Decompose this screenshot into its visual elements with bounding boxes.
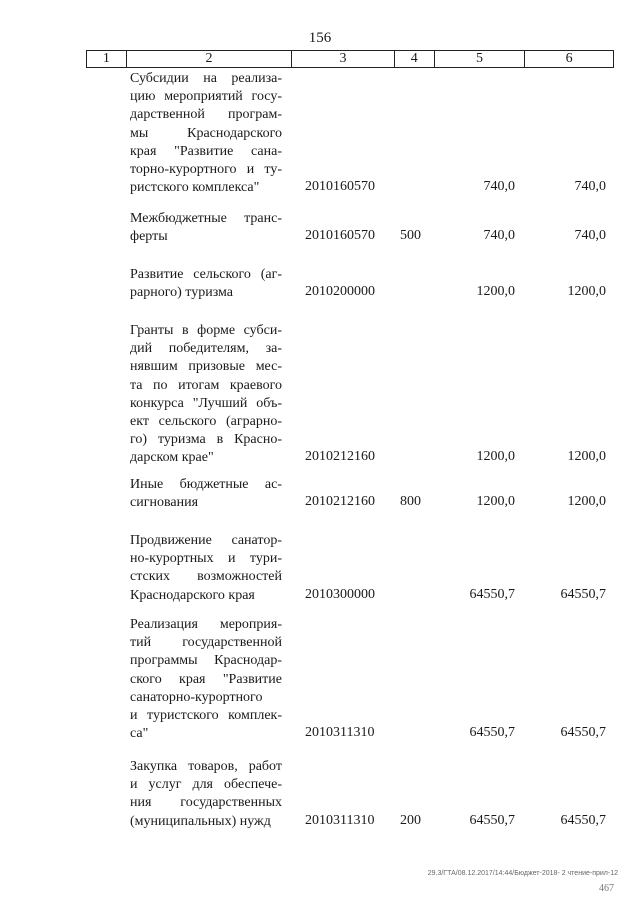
- description-line: го) туризма в Красно-: [130, 432, 282, 448]
- header-col-2: 2: [127, 51, 292, 67]
- row-amount-2019: 64550,7: [560, 725, 606, 741]
- row-description: [130, 532, 282, 605]
- row-description: [130, 616, 282, 743]
- description-line: стских возможностей: [130, 569, 282, 585]
- description-line: конкурса "Лучший объ-: [130, 395, 282, 411]
- description-line: Реализация мероприя-: [130, 617, 282, 632]
- description-line: Гранты в форме субси-: [130, 323, 282, 338]
- description-line: ристского комплекса": [130, 180, 260, 196]
- table-header: [86, 50, 614, 68]
- description-line: нявшим призовые мес-: [130, 359, 282, 375]
- description-line: ния государственных: [130, 795, 282, 811]
- row-amount-2018: 64550,7: [469, 586, 515, 602]
- header-col-1: 1: [87, 51, 127, 67]
- row-amount-2018: 64550,7: [469, 812, 515, 828]
- row-amount-2019: 740,0: [574, 179, 606, 195]
- description-line: рарного) туризма: [130, 285, 233, 301]
- description-line: та по итогам краевого: [130, 377, 282, 393]
- row-amount-2018: 64550,7: [469, 725, 515, 741]
- row-expense-type: 200: [400, 812, 421, 828]
- row-description: [130, 758, 282, 831]
- row-description: [130, 476, 282, 512]
- description-line: и туристского комплек-: [130, 708, 282, 724]
- row-description: [130, 266, 282, 302]
- row-amount-2018: 1200,0: [476, 449, 515, 465]
- description-line: ского края "Развитие: [130, 671, 282, 687]
- description-line: Иные бюджетные ас-: [130, 477, 282, 492]
- row-code: 2010160570: [305, 179, 375, 195]
- row-code: 2010300000: [305, 586, 375, 602]
- row-amount-2018: 1200,0: [476, 284, 515, 300]
- description-line: но-курортных и тури-: [130, 551, 282, 567]
- description-line: са": [130, 726, 149, 742]
- row-code: 2010311310: [305, 725, 375, 741]
- row-amount-2019: 1200,0: [567, 494, 606, 510]
- description-line: ферты: [130, 229, 168, 245]
- description-line: торно-курортного и ту-: [130, 162, 282, 178]
- row-amount-2018: 1200,0: [476, 494, 515, 510]
- description-line: мы Краснодарского: [130, 125, 282, 141]
- row-amount-2019: 740,0: [574, 228, 606, 244]
- row-amount-2019: 1200,0: [567, 449, 606, 465]
- description-line: и услуг для обеспече-: [130, 777, 282, 793]
- footer-stamp: 29.3/ГТА/08.12.2017/14:44/Бюджет-2018- 2 чтение-прил-12: [427, 870, 618, 877]
- description-line: дий победителям, за-: [130, 341, 282, 357]
- row-amount-2019: 64550,7: [560, 586, 606, 602]
- row-amount-2018: 740,0: [483, 179, 515, 195]
- description-line: Развитие сельского (аг-: [130, 267, 282, 282]
- row-code: 2010212160: [305, 449, 375, 465]
- description-line: Продвижение санатор-: [130, 533, 282, 548]
- row-code: 2010200000: [305, 284, 375, 300]
- header-col-3: 3: [292, 51, 395, 67]
- description-line: Краснодарского края: [130, 587, 255, 603]
- description-line: дарском крае": [130, 450, 214, 466]
- header-col-5: 5: [435, 51, 526, 67]
- description-line: Закупка товаров, работ: [130, 759, 282, 774]
- row-code: 2010160570: [305, 228, 375, 244]
- row-description: [130, 70, 282, 197]
- row-expense-type: 500: [400, 228, 421, 244]
- row-description: [130, 322, 282, 468]
- row-amount-2019: 1200,0: [567, 284, 606, 300]
- description-line: ект сельского (аграрно-: [130, 414, 282, 430]
- description-line: дарственной програм-: [130, 107, 282, 123]
- header-col-6: 6: [565, 51, 573, 66]
- description-line: программы Краснодар-: [130, 653, 282, 669]
- description-line: Субсидии на реализа-: [130, 71, 282, 86]
- description-line: санаторно-курортного: [130, 689, 263, 705]
- description-line: Межбюджетные транс-: [130, 211, 282, 226]
- row-code: 2010311310: [305, 812, 375, 828]
- description-line: цию мероприятий госу-: [130, 89, 282, 105]
- row-amount-2018: 740,0: [483, 228, 515, 244]
- description-line: (муниципальных) нужд: [130, 813, 271, 829]
- row-expense-type: 800: [400, 494, 421, 510]
- footer-number: 467: [599, 883, 614, 894]
- row-code: 2010212160: [305, 494, 375, 510]
- description-line: сигнования: [130, 495, 199, 511]
- description-line: тий государственной: [130, 635, 282, 651]
- description-line: края "Развитие сана-: [130, 143, 282, 159]
- header-col-4: 4: [395, 51, 435, 67]
- row-description: [130, 210, 282, 246]
- page-number: 156: [308, 30, 332, 46]
- row-amount-2019: 64550,7: [560, 812, 606, 828]
